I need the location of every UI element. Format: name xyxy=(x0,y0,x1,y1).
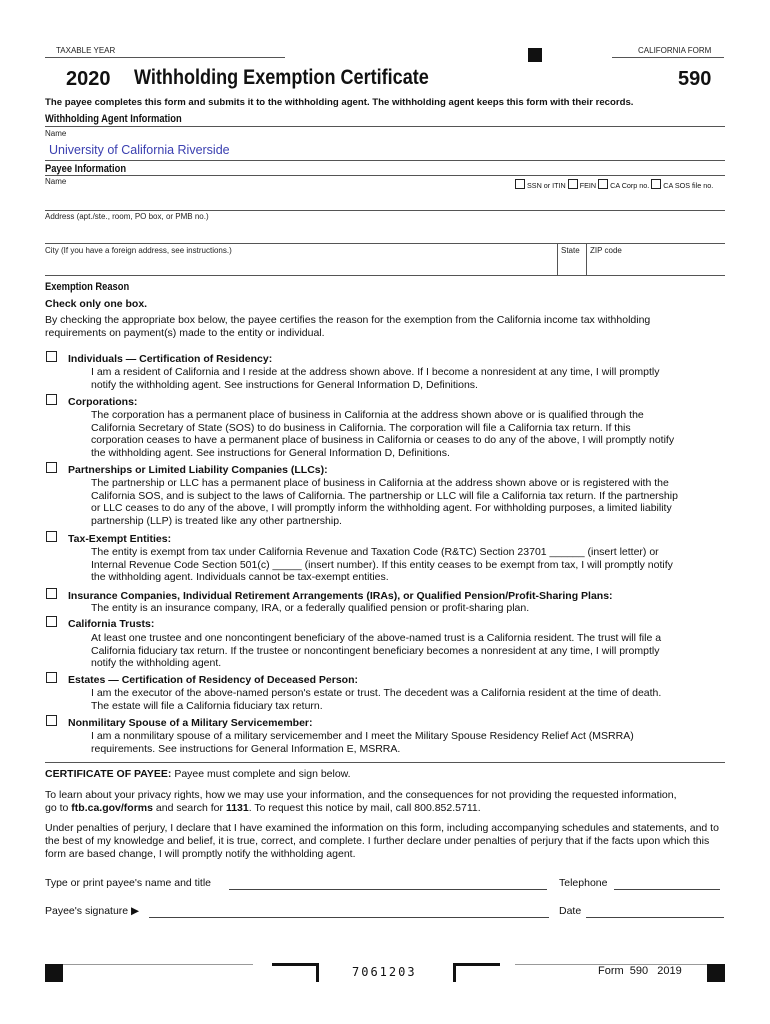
form-instructions: The payee completes this form and submits it to the withholding agent. The withholding agent keeps this form with their records. xyxy=(45,97,634,108)
option-line: California Secretary of State (SOS) to do business in California. The corporation will file a California tax return. If this xyxy=(91,421,631,434)
exemption-section-title: Exemption Reason xyxy=(45,281,130,293)
california-form-label: CALIFORNIA FORM xyxy=(638,46,712,55)
option-line: requirements. See instructions for General Information E, MSRRA. xyxy=(91,742,401,755)
form-year: 2020 xyxy=(66,68,111,90)
telephone-field[interactable] xyxy=(614,889,720,890)
name-title-label: Type or print payee's name and title xyxy=(45,877,212,889)
privacy-notice xyxy=(45,789,735,815)
payee-address-label: Address (apt./ste., room, PO box, or PMB no.) xyxy=(45,212,209,221)
option-line: The entity is an insurance company, IRA, or a federally qualified pension or profit-sharing plan. xyxy=(91,602,530,614)
rule xyxy=(45,175,725,176)
privacy-text: and search for xyxy=(152,802,226,814)
option-label: SSN or ITIN xyxy=(527,181,566,190)
payee-id-options xyxy=(515,179,713,190)
checkbox-nonmilitary-spouse[interactable] xyxy=(46,715,57,726)
option-title: Partnerships or Limited Liability Companies (LLCs): xyxy=(68,464,328,476)
header-rule-left xyxy=(45,57,285,58)
footer-bracket-left xyxy=(272,963,319,982)
exemption-intro: By checking the appropriate box below, the payee certifies the reason for the exemption from the California income tax withholding requirements on payment(s) made to the entity or individual. xyxy=(45,314,651,339)
rule xyxy=(45,275,725,276)
checkbox-ca-sos[interactable] xyxy=(651,179,661,189)
option-line: The partnership or LLC has a permanent place of business in California at the address shown above or is registered with the xyxy=(91,477,669,489)
option-line: I am the executor of the above-named person's estate or trust. The decedent was a California resident at the time of death. xyxy=(91,687,662,699)
footer-form-label: Form 590 2019 xyxy=(598,965,682,977)
payee-section-title: Payee Information xyxy=(45,163,127,175)
option-text xyxy=(91,602,731,615)
checkbox-partnerships[interactable] xyxy=(46,462,57,473)
taxable-year-label: TAXABLE YEAR xyxy=(56,46,116,55)
certificate-title: CERTIFICATE OF PAYEE: xyxy=(45,768,172,780)
rule xyxy=(63,964,253,965)
checkbox-tax-exempt[interactable] xyxy=(46,531,57,542)
payee-state-label: State xyxy=(561,246,580,255)
checkbox-ssn[interactable] xyxy=(515,179,525,189)
option-line: the withholding agent. Individuals cannot be tax-exempt entities. xyxy=(91,571,389,584)
rule xyxy=(45,160,725,161)
payee-city-label: City (If you have a foreign address, see instructions.) xyxy=(45,246,232,255)
privacy-text: go to xyxy=(45,802,72,814)
privacy-link[interactable]: ftb.ca.gov/forms xyxy=(71,802,153,814)
option-line: The corporation has a permanent place of business in California at the address shown above or is qualified through the xyxy=(91,409,644,421)
option-line: corporation ceases to have a permanent place of business in California or ceases to do any of the above, I will promptly notify xyxy=(91,434,675,447)
agent-name-field[interactable]: University of California Riverside xyxy=(49,143,230,157)
option-text xyxy=(91,366,731,391)
signature-field[interactable] xyxy=(149,917,549,918)
date-field[interactable] xyxy=(586,917,724,918)
form-title: Withholding Exemption Certificate xyxy=(134,66,429,89)
zip-divider xyxy=(586,243,587,275)
option-label: CA Corp no. xyxy=(610,181,650,190)
checkbox-fein[interactable] xyxy=(568,179,578,189)
option-line: the withholding agent. See instructions for General Information D, Definitions. xyxy=(91,446,450,459)
rule xyxy=(45,762,725,763)
option-text xyxy=(91,632,731,670)
footer-code: 7061203 xyxy=(352,965,417,979)
option-line: notify the withholding agent. xyxy=(91,657,222,670)
option-title: Nonmilitary Spouse of a Military Servicemember: xyxy=(68,717,313,729)
footer-mark-left xyxy=(45,964,63,982)
privacy-text: . To request this notice by mail, call 800.852.5711. xyxy=(248,802,481,814)
option-text xyxy=(91,687,731,712)
registration-mark xyxy=(528,48,542,62)
privacy-number: 1131 xyxy=(225,802,249,814)
option-label: CA SOS file no. xyxy=(663,181,714,190)
option-title: Individuals — Certification of Residency: xyxy=(68,353,273,365)
option-text xyxy=(91,730,731,755)
option-line: or LLC ceases to do any of the above, I will promptly inform the withholding agent. For withholding purposes, a limited liability xyxy=(91,502,672,515)
agent-section-title: Withholding Agent Information xyxy=(45,113,182,125)
option-line: I am a nonmilitary spouse of a military servicemember and I meet the Military Spouse Residency Relief Act (MSRRA) xyxy=(91,730,634,742)
certificate-title-rest: Payee must complete and sign below. xyxy=(171,768,351,780)
option-title: Corporations: xyxy=(68,396,138,408)
perjury-statement: Under penalties of perjury, I declare that I have examined the information on this form, including accompanying schedules and statements, and to the best of my knowledge and belief, it is true, correct, and complete. I further declare under penalties of perjury that if the facts upon which this form are based change, I will promptly notify the withholding agent. xyxy=(45,822,719,860)
checkbox-corporations[interactable] xyxy=(46,394,57,405)
option-line: California SOS, and is subject to the laws of California. The partnership or LLC will file a California tax return. If the partnership xyxy=(91,489,678,502)
payee-name-label: Name xyxy=(45,177,67,186)
option-title: Tax-Exempt Entities: xyxy=(68,533,172,545)
option-line: California fiduciary tax return. If the trustee or noncontingent beneficiary becomes a nonresident at any time, I will promptly xyxy=(91,644,660,657)
option-line: notify the withholding agent. See instructions for General Information D, Definitions. xyxy=(91,378,478,391)
privacy-line-1: To learn about your privacy rights, how we may use your information, and the consequences for not providing the requested information, xyxy=(45,789,677,801)
option-label: FEIN xyxy=(579,181,597,190)
date-label: Date xyxy=(559,905,582,917)
rule xyxy=(45,210,725,211)
option-title: Insurance Companies, Individual Retirement Arrangements (IRAs), or Qualified Pension/Profit-Sharing Plans: xyxy=(68,590,613,602)
option-text xyxy=(91,477,731,527)
exemption-check-one: Check only one box. xyxy=(45,298,148,310)
payee-zip-label: ZIP code xyxy=(590,246,622,255)
rule xyxy=(45,126,725,127)
rule xyxy=(45,243,725,244)
option-text xyxy=(91,409,731,459)
footer-bracket-right xyxy=(453,963,500,982)
checkbox-estates[interactable] xyxy=(46,672,57,683)
state-divider xyxy=(557,243,558,275)
form-number: 590 xyxy=(678,68,712,90)
option-line: The entity is exempt from tax under California Revenue and Taxation Code (R&TC) Section 23701 ______ (insert letter) or xyxy=(91,546,659,558)
option-title: Estates — Certification of Residency of Deceased Person: xyxy=(68,674,359,686)
footer-mark-right xyxy=(707,964,725,982)
name-title-field[interactable] xyxy=(229,889,547,890)
option-line: The estate will file a California fiduciary tax return. xyxy=(91,699,323,712)
option-line: At least one trustee and one noncontingent beneficiary of the above-named trust is a California resident. The trust will file a xyxy=(91,632,662,644)
header-rule-right xyxy=(612,57,724,58)
telephone-label: Telephone xyxy=(559,877,608,889)
signature-label: Payee's signature ▶ xyxy=(45,905,140,917)
privacy-line-2 xyxy=(45,802,735,815)
agent-name-label: Name xyxy=(45,129,67,138)
option-title: California Trusts: xyxy=(68,618,155,630)
option-line: partnership (LLP) is treated like any other partnership. xyxy=(91,514,342,527)
checkbox-insurance[interactable] xyxy=(46,588,57,599)
option-line: Internal Revenue Code Section 501(c) _____ (insert number). If this entity ceases to be exempt from tax, I will promptly notify xyxy=(91,558,673,571)
certificate-heading xyxy=(45,768,735,781)
option-line: I am a resident of California and I reside at the address shown above. If I become a nonresident at any time, I will promptly xyxy=(91,366,660,378)
checkbox-california-trusts[interactable] xyxy=(46,616,57,627)
checkbox-ca-corp[interactable] xyxy=(598,179,608,189)
checkbox-individuals[interactable] xyxy=(46,351,57,362)
option-text xyxy=(91,546,731,584)
